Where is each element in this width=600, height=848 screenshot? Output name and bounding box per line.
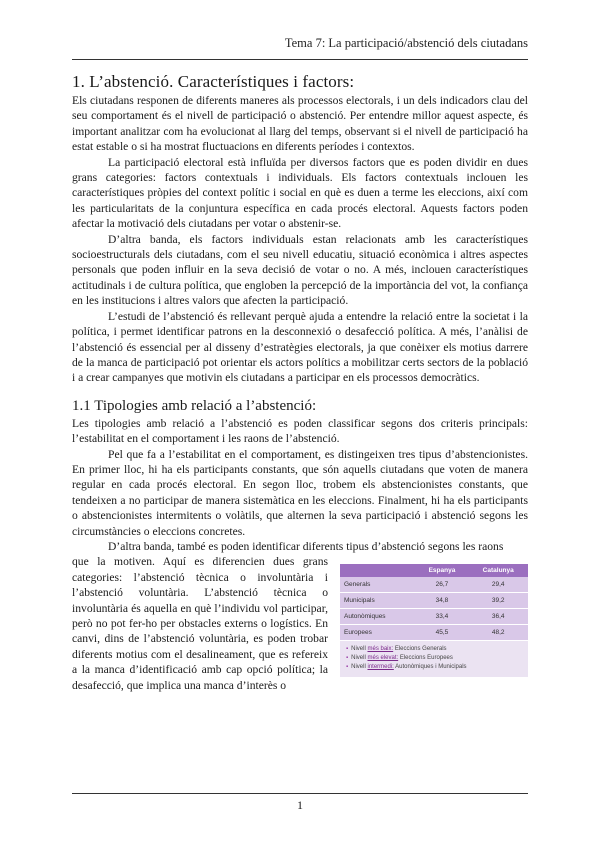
table-cell: 33,4 [416,609,469,625]
table-cell: 45,5 [416,625,469,641]
section-1-1-paragraph: Pel que fa a l’estabilitat en el comportament, es distingeixen tres tipus d’abstencionistes. En primer lloc, hi ha els participants constants, que són aquells ciutadans que voten de manera regular en cada procés electoral. En segon lloc, trobem els abstencionistes constants, que tendeixen a no participar de manera sistemàtica en les eleccions. Finalment, hi ha els participants o abstencionistes intermitents o volàtils, que alternen la seva participació i abstenció segons les circumstàncies o eleccions concretes. [72,447,528,538]
legend-keyword: intermedi: [367,664,394,671]
table-cell: 39,2 [468,593,528,609]
section-1-1-heading: 1.1 Tipologies amb relació a l’abstenció: [72,397,317,414]
legend-suffix: Autonòmiques i Municipals [393,664,467,671]
table-row [340,609,528,625]
table-row [340,625,528,641]
header-divider [72,59,528,60]
header-title: Tema 7: La participació/abstenció dels ciutadans [284,36,528,50]
footer-divider [72,793,528,794]
section-1-heading: 1. L’abstenció. Característiques i factors: [72,72,355,91]
bullet-icon: ▪ [346,664,349,671]
section-1-paragraph: D’altra banda, els factors individuals estan relacionats amb les característiques socioestructurals dels ciutadans, com el seu nivell educatiu, situació econòmica i altres aspectes personals que poden influir en la seva decisió de votar o no. A més, inclouen característiques actitudinals i de cultura política, que engloben la percepció de la importància del vot, la confiança en les institucions i altres valors que afecten la participació. [72,232,528,308]
table-row [340,593,528,609]
page-number: 1 [297,798,303,812]
table-row [340,577,528,593]
table-header-cell [340,564,416,577]
table-legend [340,641,528,677]
section-1-paragraph: L’estudi de l’abstenció és rellevant perquè ajuda a entendre la relació entre la societat i la política, i permet identificar patrons en la desconnexió o desafecció política. A més, l’anàlisi de l’abstenció és essencial per al disseny d’estratègies electorals, ja que conèixer els motius darrere de la manca de participació pot orientar els actors polítics a mobilitzar certs sectors de la població i a crear campanyes que motivin els ciutadans a participar en els processos democràtics. [72,309,528,385]
table-header-row [340,564,528,577]
table-header-cell: Catalunya [468,564,528,577]
section-1-1-paragraph: que la motiven. Aquí es diferencien dues grans categories: l’abstenció tècnica o involuntària i l’abstenció voluntària. L’abstenció tècnica o involuntària és aquella en què l’individu vol participar, però no pot fer-ho per obstacles externs o logístics. En canvi, dins de l’abstenció voluntària, es poden trobar diferents motius com el desalineament, que es refereix a la manca d’identificació amb cap opció política; la desafecció, que implica una manca d’interès o [72,555,328,692]
legend-prefix: Nivell [351,646,368,653]
table-cell: 48,2 [468,625,528,641]
section-1-paragraph: Els ciutadans responen de diferents maneres als processos electorals, i un dels indicadors clau del seu comportament és el nivell de participació o abstenció. Per entendre millor aquest aspecte, és important analitzar com ha evolucionat al llarg del temps, observant si el nivell de participació ha estat estable o si ha mostrat fluctuacions en diferents períodes i contextos. [72,94,528,154]
table-cell: Municipals [340,593,416,609]
table-header-cell: Espanya [416,564,469,577]
table-cell: 36,4 [468,609,528,625]
table-cell: Europees [340,625,416,641]
table-cell: 26,7 [416,577,469,593]
table-cell: Autonòmiques [340,609,416,625]
legend-keyword: més elevat: [367,655,399,662]
legend-item [346,645,522,654]
abstention-table-figure [340,564,528,677]
legend-item [346,663,522,672]
bullet-icon: ▪ [346,655,349,662]
legend-item [346,654,522,663]
table-cell: 34,8 [416,593,469,609]
legend-prefix: Nivell [351,655,368,662]
table-cell: 29,4 [468,577,528,593]
legend-keyword: més baix: [367,646,394,653]
table-cell: Generals [340,577,416,593]
legend-prefix: Nivell [351,664,368,671]
bullet-icon: ▪ [346,646,349,653]
abstention-table [340,564,528,641]
document-body [72,66,528,693]
legend-suffix: Eleccions Europees [398,655,453,662]
section-1-1-paragraph: Les tipologies amb relació a l’abstenció es poden classificar segons dos criteris principals: l’estabilitat en el comportament i les raons de l’abstenció. [72,416,528,446]
section-1-1-paragraph: D’altra banda, també es poden identificar diferents tipus d’abstenció segons les raons [108,539,504,553]
legend-suffix: Eleccions Generals [393,646,447,653]
section-1-paragraph: La participació electoral està influïda per diversos factors que es poden dividir en dues grans categories: factors contextuals i individuals. Els factors contextuals inclouen les característiques pròpies del context polític i social en què es duen a terme les eleccions, així com les particularitats de la conjuntura específica en cada procés electoral. Aquests factors poden afectar la motivació dels ciutadans per votar o abstenir-se. [72,155,528,231]
